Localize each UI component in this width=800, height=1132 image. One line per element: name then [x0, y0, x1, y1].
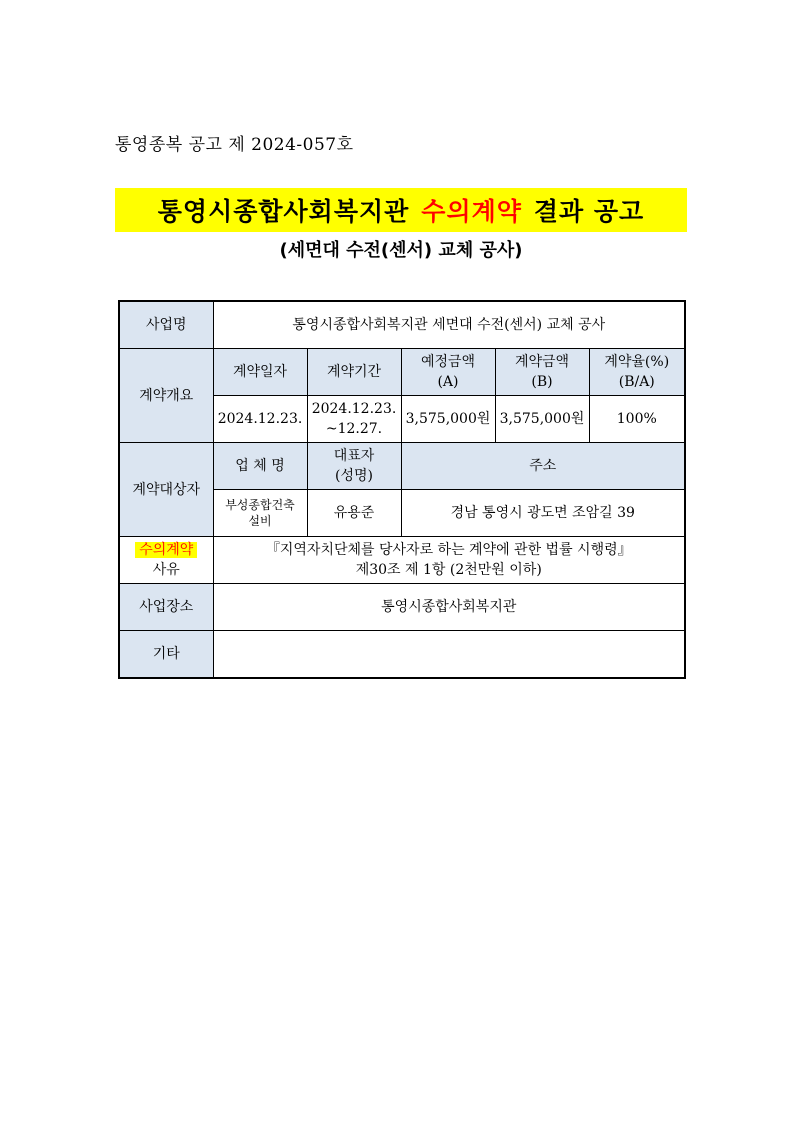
contract-period-start: 2024.12.23. [311, 401, 397, 417]
address-header: 주소 [401, 443, 685, 490]
contract-rate-value: 100% [589, 396, 685, 443]
address-value: 경남 통영시 광도면 조암길 39 [401, 490, 685, 537]
contract-result-table [118, 300, 686, 679]
title-part2: 결과 공고 [533, 197, 645, 226]
reason-label-rest: 사유 [152, 562, 180, 578]
etc-row [119, 631, 685, 679]
reason-value [213, 537, 685, 584]
company-value [213, 490, 307, 537]
title-part1: 통영시종합사회복지관 [157, 197, 410, 226]
page-title [115, 188, 687, 232]
contract-rate-header-text: 계약율(%) [604, 354, 670, 370]
contract-date-header: 계약일자 [213, 349, 307, 396]
project-name-row [119, 301, 685, 349]
location-row [119, 584, 685, 631]
reason-label-highlight: 수의계약 [135, 542, 197, 558]
company-line2: 설비 [248, 514, 272, 528]
estimated-amount-header-text: 예정금액 [420, 354, 476, 370]
location-value: 통영시종합사회복지관 [213, 584, 685, 631]
contract-rate-header [589, 349, 685, 396]
reason-line2: 제30조 제 1항 (2천만원 이하) [355, 562, 542, 578]
company-line1: 부성종합건축 [225, 498, 295, 512]
party-label: 계약대상자 [119, 443, 213, 537]
overview-header-row [119, 349, 685, 396]
location-label: 사업장소 [119, 584, 213, 631]
reason-line1: 『지역자치단체를 당사자로 하는 계약에 관한 법률 시행령』 [265, 542, 632, 558]
reason-row [119, 537, 685, 584]
contract-period-end: ~12.27. [325, 421, 383, 437]
contract-amount-value: 3,575,000원 [495, 396, 589, 443]
contract-period-value [307, 396, 401, 443]
page-subtitle: (세면대 수전(센서) 교체 공사) [279, 240, 523, 261]
representative-value: 유용준 [307, 490, 401, 537]
project-name-label: 사업명 [119, 301, 213, 349]
etc-label: 기타 [119, 631, 213, 679]
reason-label [119, 537, 213, 584]
overview-label: 계약개요 [119, 349, 213, 443]
party-header-row [119, 443, 685, 490]
etc-value [213, 631, 685, 679]
title-highlight: 수의계약 [421, 197, 522, 226]
company-header: 업 체 명 [213, 443, 307, 490]
contract-amount-header-sub: (B) [531, 374, 553, 390]
representative-header [307, 443, 401, 490]
contract-period-header: 계약기간 [307, 349, 401, 396]
representative-header-text: 대표자 [333, 448, 375, 464]
project-name-value: 통영시종합사회복지관 세면대 수전(센서) 교체 공사 [213, 301, 685, 349]
contract-amount-header [495, 349, 589, 396]
notice-number: 통영종복 공고 제 2024-057호 [115, 135, 354, 155]
representative-header-sub: (성명) [335, 468, 373, 484]
contract-amount-header-text: 계약금액 [514, 354, 570, 370]
contract-date-value: 2024.12.23. [213, 396, 307, 443]
estimated-amount-header-sub: (A) [437, 374, 459, 390]
estimated-amount-value: 3,575,000원 [401, 396, 495, 443]
estimated-amount-header [401, 349, 495, 396]
contract-rate-header-sub: (B/A) [618, 374, 655, 390]
